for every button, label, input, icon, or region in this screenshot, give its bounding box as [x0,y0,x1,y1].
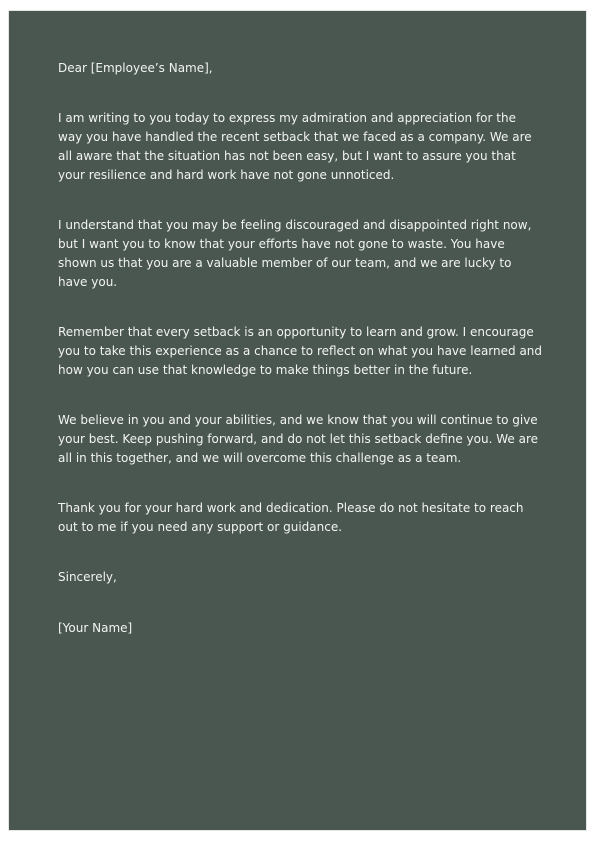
letter-closing: Sincerely, [58,570,117,584]
letter-paragraph: Thank you for your hard work and dedication. Please do not hesitate to reach out to me if you need any support or guidance. [58,501,524,534]
letter-paragraph: I understand that you may be feeling discouraged and disappointed right now, but I want you to know that your efforts have not gone to waste. You have shown us that you are a valuable member of our team, and we are lucky to have you. [58,218,532,289]
letter-body [58,59,543,638]
letter-greeting: Dear [Employee’s Name], [58,61,213,75]
letter-paragraph: I am writing to you today to express my admiration and appreciation for the way you have handled the recent setback that we faced as a company. We are all aware that the situation has not been easy, but I want to assure you that your resilience and hard work have not gone unnoticed. [58,111,532,182]
letter-signature: [Your Name] [58,621,133,635]
letter-paragraph: Remember that every setback is an opportunity to learn and grow. I encourage you to take this experience as a chance to reflect on what you have learned and how you can use that knowledge to make things better in the future. [58,325,543,377]
letter-paragraph: We believe in you and your abilities, and we know that you will continue to give your best. Keep pushing forward, and do not let this setback define you. We are all in this together, and we will overcome this challenge as a team. [58,413,538,465]
letter-page [8,10,587,831]
